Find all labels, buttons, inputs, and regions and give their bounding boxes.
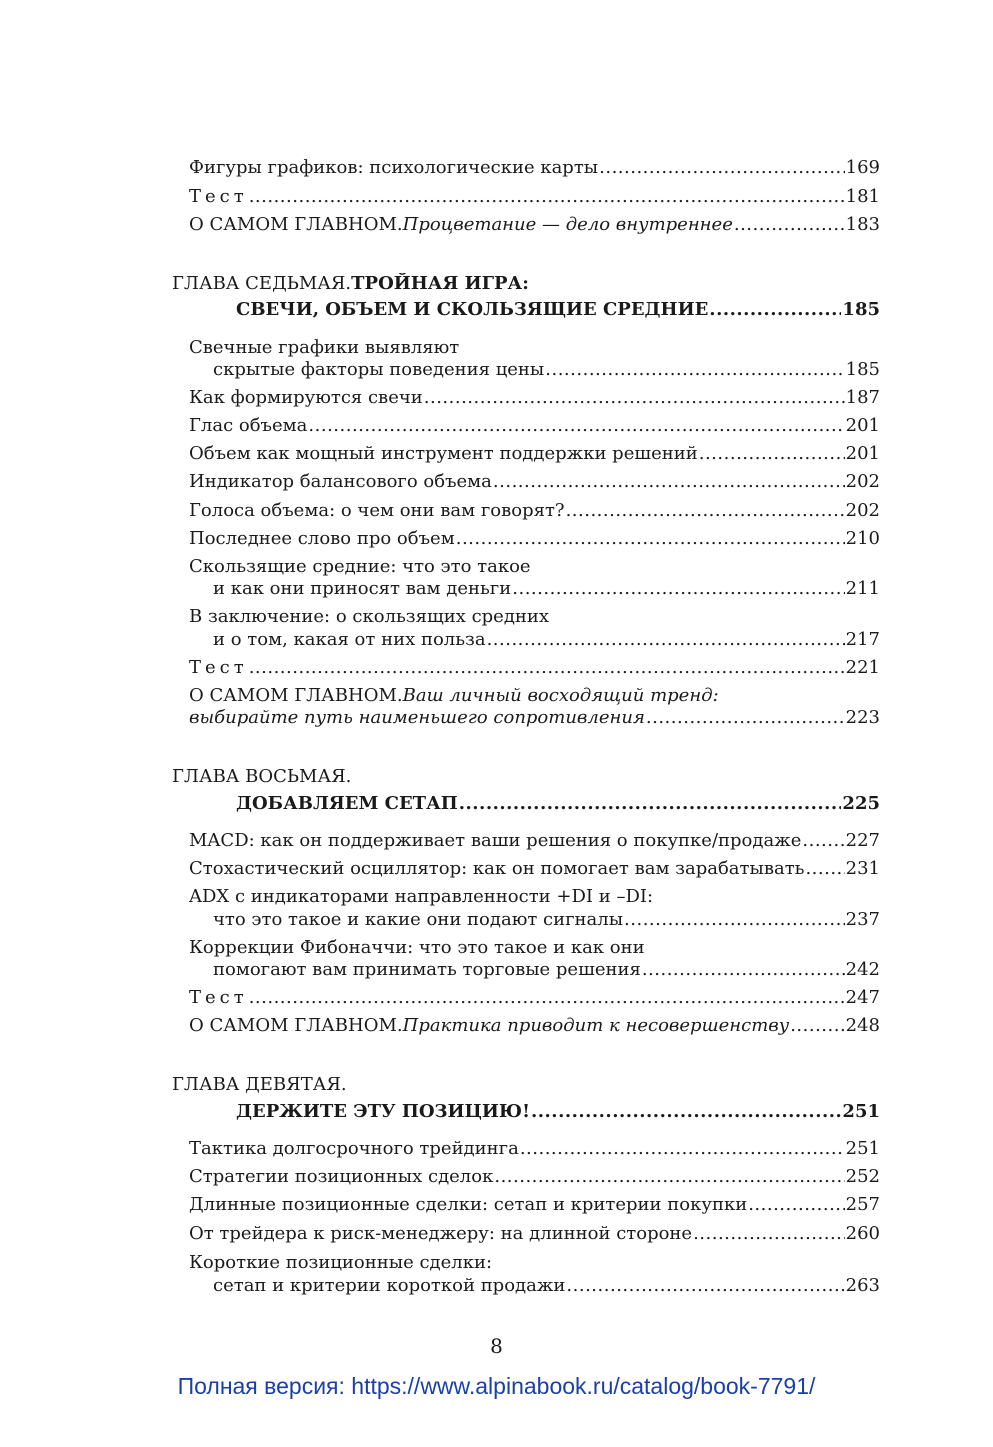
leader-dots (456, 528, 845, 550)
toc-entry-page: 247 (845, 987, 880, 1008)
toc-entry (189, 337, 880, 359)
toc-entry-title: скрытые факторы поведения цены (213, 359, 545, 380)
leader-dots (545, 359, 844, 381)
toc-entry-title: О САМОМ ГЛАВНОМ. (189, 1015, 403, 1036)
toc-entry-continuation (189, 707, 880, 729)
toc-entry-subtitle: выбирайте путь наименьшего сопротивления (189, 707, 645, 728)
toc-entry (189, 937, 880, 959)
toc-entry (189, 1223, 880, 1245)
toc-entry-page: 223 (845, 707, 880, 728)
toc-entry-title: О САМОМ ГЛАВНОМ. (189, 214, 403, 235)
toc-entry-continuation (213, 959, 880, 981)
toc-entry-title: От трейдера к риск-менеджеру: на длинной стороне (189, 1223, 693, 1244)
chapter-page: 251 (842, 1101, 880, 1122)
chapter-title-line (236, 299, 880, 321)
toc-entry (189, 186, 880, 208)
toc-entry-page: 210 (845, 528, 880, 549)
toc-entry-page: 201 (845, 443, 880, 464)
leader-dots (646, 707, 845, 729)
chapter-page: 185 (842, 299, 880, 320)
toc-entry-title: и о том, какая от них польза (213, 629, 486, 650)
toc-entry (189, 415, 880, 437)
toc-entry-page: 202 (845, 471, 880, 492)
toc-entry-title: Тактика долгосрочного трейдинга (189, 1138, 519, 1159)
chapter-label: ГЛАВА ДЕВЯТАЯ. (172, 1074, 347, 1095)
toc-entry-page: 248 (845, 1015, 880, 1036)
toc-entry-page: 251 (845, 1138, 880, 1159)
toc-entry-page: 187 (845, 387, 880, 408)
leader-dots (642, 959, 845, 981)
leader-dots (512, 578, 844, 600)
toc-entry (189, 471, 880, 493)
leader-dots (487, 629, 845, 651)
toc-entry-page: 263 (845, 1275, 880, 1296)
toc-entry-title: Скользящие средние: что это такое (189, 556, 531, 577)
chapter-heading (172, 766, 880, 788)
toc-entry-page: 201 (845, 415, 880, 436)
toc-entry-title: Последнее слово про объем (189, 528, 455, 549)
chapter-label: ГЛАВА ВОСЬМАЯ. (172, 766, 352, 787)
leader-dots (599, 157, 845, 179)
toc-entry-page: 242 (845, 959, 880, 980)
leader-dots (520, 1138, 845, 1160)
toc-entry-title: Короткие позиционные сделки: (189, 1252, 493, 1273)
leader-dots (624, 909, 845, 931)
leader-dots (249, 186, 845, 208)
chapter-title-line (236, 793, 880, 815)
chapter-title: СВЕЧИ, ОБЪЕМ И СКОЛЬЗЯЩИЕ СРЕДНИЕ (236, 299, 709, 320)
toc-entry (189, 606, 880, 628)
toc-entry-title: Как формируются свечи (189, 387, 423, 408)
leader-dots (699, 443, 845, 465)
toc-entry-title: Тест (189, 987, 248, 1008)
toc-entry-page: 221 (845, 657, 880, 678)
full-version-link[interactable]: Полная версия: https://www.alpinabook.ru/catalog/book-7791/ (177, 1373, 816, 1399)
toc-entry-title: В заключение: о скользящих средних (189, 606, 550, 627)
leader-dots (709, 299, 841, 321)
toc-entry-continuation (213, 629, 880, 651)
toc-entry-page: 227 (845, 830, 880, 851)
toc-entry-title: помогают вам принимать торговые решения (213, 959, 641, 980)
leader-dots (566, 500, 845, 522)
toc-entry-page: 181 (845, 186, 880, 207)
toc-entry-title: Стохастический осциллятор: как он помогает вам зарабатывать (189, 858, 805, 879)
leader-dots (531, 1101, 841, 1123)
chapter-heading (172, 1074, 880, 1096)
toc-entry-title: Фигуры графиков: психологические карты (189, 157, 599, 178)
toc-entry (189, 1166, 880, 1188)
toc-entry-title: MACD: как он поддерживает ваши решения о покупке/продаже (189, 830, 802, 851)
toc-entry (189, 685, 880, 707)
toc-entry-continuation (213, 359, 880, 381)
toc-entry-page: 231 (845, 858, 880, 879)
chapter-title: ДОБАВЛЯЕМ СЕТАП (236, 793, 458, 814)
toc-entry-title: сетап и критерии короткой продажи (213, 1275, 566, 1296)
toc-entry (189, 528, 880, 550)
page-number: 8 (490, 1334, 503, 1358)
toc-entry-continuation (213, 578, 880, 600)
toc-entry (189, 1252, 880, 1274)
leader-dots (308, 415, 844, 437)
toc-entry-title: и как они приносят вам деньги (213, 578, 512, 599)
toc-entry (189, 387, 880, 409)
toc-entry (189, 1194, 880, 1216)
toc-entry (189, 157, 880, 179)
toc-entry-title: Глас объема (189, 415, 308, 436)
leader-dots (693, 1223, 845, 1245)
toc-entry-page: 257 (845, 1194, 880, 1215)
toc-entry-page: 217 (845, 629, 880, 650)
leader-dots (249, 987, 845, 1009)
toc-entry (189, 830, 880, 852)
chapter-title: ДЕРЖИТЕ ЭТУ ПОЗИЦИЮ! (236, 1101, 530, 1122)
toc-entry-title: О САМОМ ГЛАВНОМ. (189, 685, 403, 706)
leader-dots (424, 387, 845, 409)
toc-entry-title: Коррекции Фибоначчи: что это такое и как они (189, 937, 645, 958)
toc-entry-title: Стратегии позиционных сделок (189, 1166, 494, 1187)
toc-entry (189, 1138, 880, 1160)
leader-dots (459, 793, 842, 815)
toc-entry (189, 443, 880, 465)
toc-entry-continuation (213, 909, 880, 931)
toc-entry-title: Тест (189, 657, 248, 678)
toc-entry-title: Индикатор балансового объема (189, 471, 492, 492)
leader-dots (493, 471, 845, 493)
toc-entry (189, 858, 880, 880)
toc-entry-title: Свечные графики выявляют (189, 337, 460, 358)
leader-dots (249, 657, 845, 679)
chapter-page: 225 (842, 793, 880, 814)
toc-entry-continuation (213, 1275, 880, 1297)
toc-entry-title: Объем как мощный инструмент поддержки решений (189, 443, 698, 464)
chapter-heading (172, 273, 880, 295)
toc-entry (189, 214, 880, 236)
toc-entry (189, 886, 880, 908)
toc-entry-title: ADX с индикаторами направленности +DI и –DI: (189, 886, 654, 907)
chapter-title-line (236, 1101, 880, 1123)
leader-dots (790, 1015, 844, 1037)
toc-entry (189, 987, 880, 1009)
leader-dots (734, 214, 845, 236)
toc-entry-title: Длинные позиционные сделки: сетап и критерии покупки (189, 1194, 748, 1215)
leader-dots (748, 1194, 844, 1216)
leader-dots (805, 858, 844, 880)
toc-entry-page: 169 (845, 157, 880, 178)
leader-dots (494, 1166, 844, 1188)
toc-entry (189, 500, 880, 522)
toc-entry-page: 185 (845, 359, 880, 380)
toc-entry-subtitle: Ваш личный восходящий тренд: (402, 685, 719, 706)
toc-entry-page: 183 (845, 214, 880, 235)
chapter-label: ГЛАВА СЕДЬМАЯ. (172, 273, 352, 294)
toc-entry-page: 211 (845, 578, 880, 599)
toc-entry-title: что это такое и какие они подают сигналы (213, 909, 624, 930)
toc-entry (189, 1015, 880, 1037)
toc-entry-page: 237 (845, 909, 880, 930)
chapter-title: ТРОЙНАЯ ИГРА: (351, 273, 529, 294)
toc-entry-subtitle: Практика приводит к несовершенству (402, 1015, 790, 1036)
toc-entry-page: 260 (845, 1223, 880, 1244)
toc-entry-title: Голоса объема: о чем они вам говорят? (189, 500, 565, 521)
toc-entry-subtitle: Процветание — дело внутреннее (402, 214, 733, 235)
toc-entry-page: 252 (845, 1166, 880, 1187)
toc-entry-page: 202 (845, 500, 880, 521)
toc-entry (189, 556, 880, 578)
toc-entry (189, 657, 880, 679)
leader-dots (802, 830, 844, 852)
leader-dots (566, 1275, 844, 1297)
toc-entry-title: Тест (189, 186, 248, 207)
